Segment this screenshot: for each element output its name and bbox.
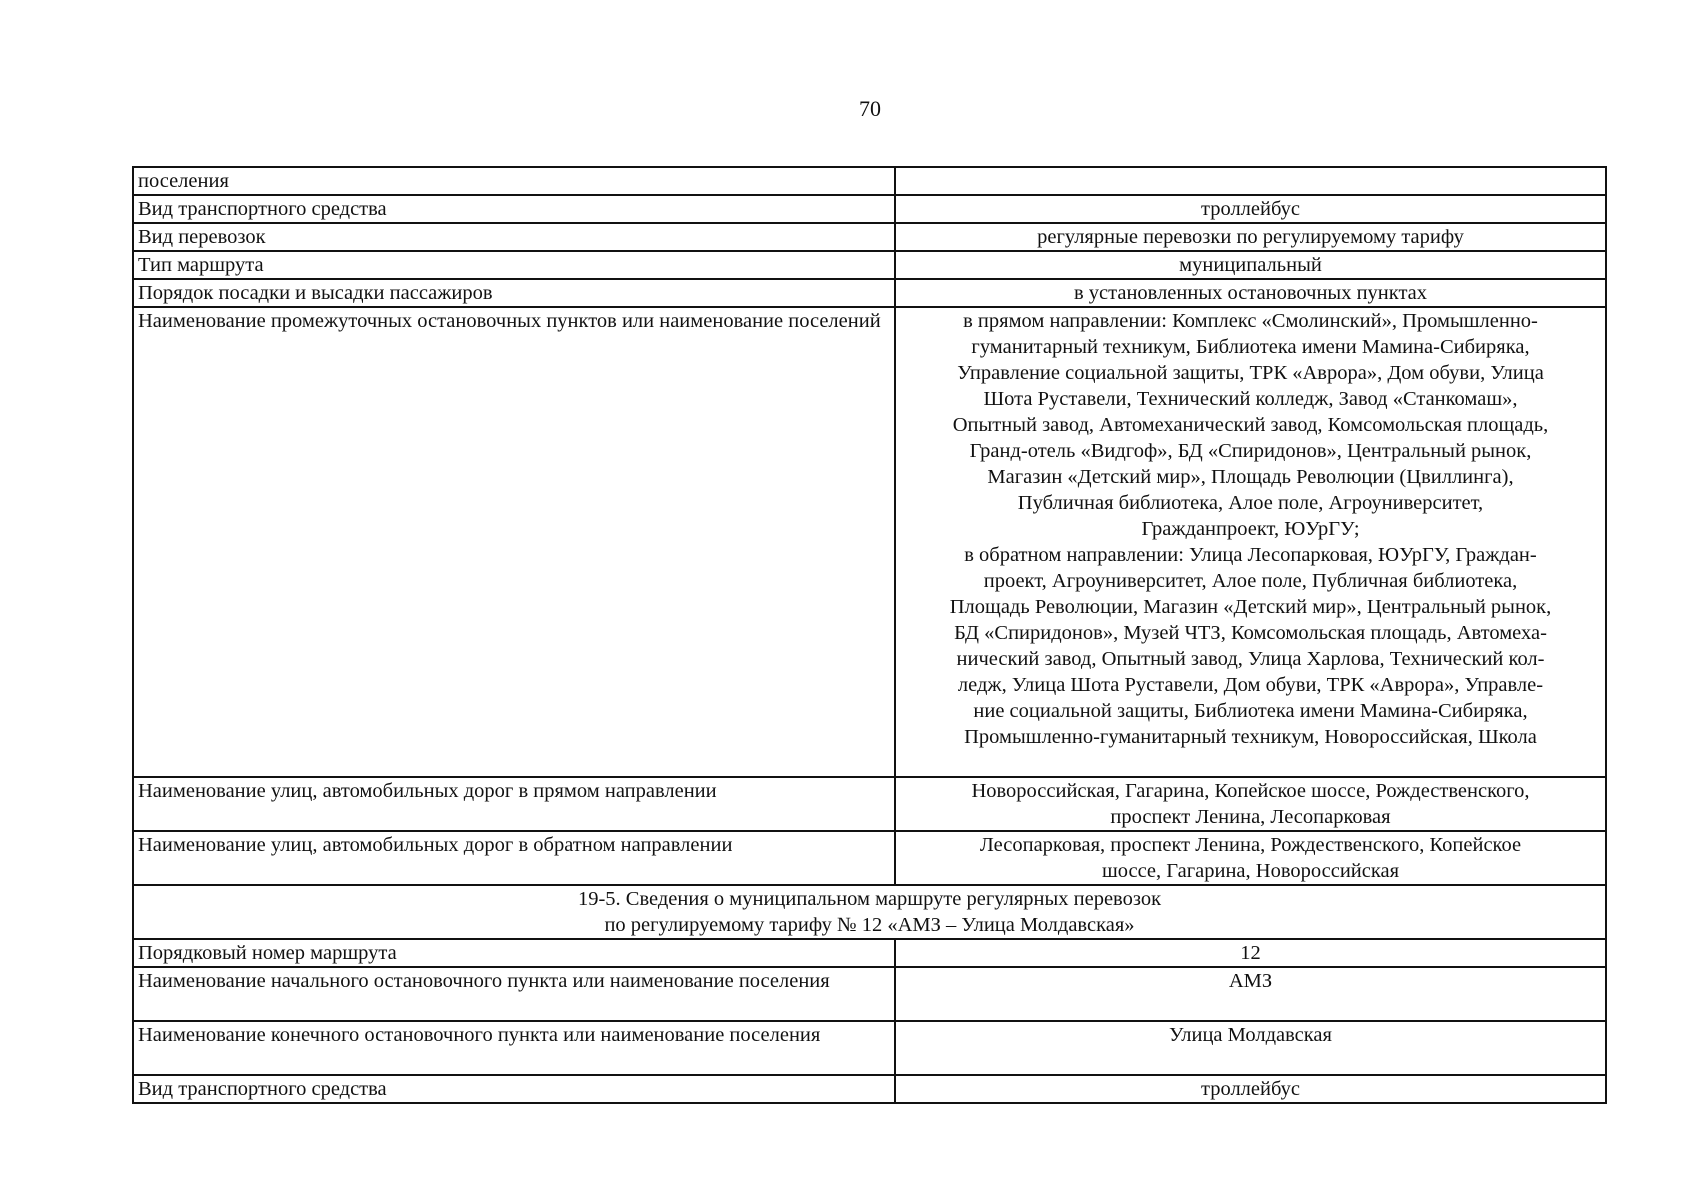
section-heading-line: 19-5. Сведения о муниципальном маршруте регулярных перевозок — [577, 888, 1162, 910]
streets-backward-label: Наименование улиц, автомобильных дорог в обратном направлении — [133, 831, 895, 885]
row-value: Улица Молдавская — [895, 1021, 1606, 1075]
row-value: муниципальный — [895, 251, 1606, 279]
stops-line: БД «Спиридонов», Музей ЧТЗ, Комсомольская площадь, Автомеха- — [954, 622, 1547, 644]
row-value: АМЗ — [895, 967, 1606, 1021]
streets-backward-value — [895, 831, 1606, 885]
streets-line: проспект Ленина, Лесопарковая — [1110, 806, 1391, 828]
stops-line: в обратном направлении: Улица Лесопарковая, ЮУрГУ, Граждан- — [964, 544, 1537, 566]
table-row — [133, 251, 1606, 279]
row-label: Вид транспортного средства — [133, 1075, 895, 1103]
route-table — [132, 166, 1607, 1104]
stops-line: Публичная библиотека, Алое поле, Агроуниверситет, — [1017, 492, 1484, 514]
stops-line: Гражданпроект, ЮУрГУ; — [1141, 518, 1360, 540]
page-number: 70 — [859, 96, 881, 121]
stops-line: Магазин «Детский мир», Площадь Революции (Цвиллинга), — [987, 466, 1514, 488]
stops-line: Площадь Революции, Магазин «Детский мир», Центральный рынок, — [949, 596, 1552, 618]
streets-forward-label: Наименование улиц, автомобильных дорог в прямом направлении — [133, 777, 895, 831]
stops-line: Управление социальной защиты, ТРК «Аврора», Дом обуви, Улица — [957, 362, 1544, 384]
row-value: 12 — [895, 939, 1606, 967]
section-heading — [133, 885, 1606, 939]
stops-line: ледж, Улица Шота Руставели, Дом обуви, ТРК «Аврора», Управле- — [957, 674, 1544, 696]
table-row — [133, 167, 1606, 195]
stops-line: проект, Агроуниверситет, Алое поле, Публичная библиотека, — [983, 570, 1518, 592]
streets-forward-value — [895, 777, 1606, 831]
streets-line: Лесопарковая, проспект Ленина, Рождественского, Копейское — [979, 834, 1522, 856]
stops-line: Промышленно-гуманитарный техникум, Новороссийская, Школа — [964, 726, 1537, 748]
streets-line: Новороссийская, Гагарина, Копейское шоссе, Рождественского, — [971, 780, 1530, 802]
row-label: поселения — [133, 167, 895, 195]
table-row — [133, 1021, 1606, 1075]
table-row — [133, 967, 1606, 1021]
row-value: троллейбус — [895, 1075, 1606, 1103]
stops-line: Опытный завод, Автомеханический завод, Комсомольская площадь, — [952, 414, 1549, 436]
stops-line: в прямом направлении: Комплекс «Смолинский», Промышленно- — [963, 310, 1538, 332]
section-heading-row — [133, 885, 1606, 939]
row-value: в установленных остановочных пунктах — [895, 279, 1606, 307]
intermediate-stops-label: Наименование промежуточных остановочных пунктов или наименование поселений — [133, 307, 895, 777]
stops-line: гуманитарный техникум, Библиотека имени Мамина-Сибиряка, — [971, 336, 1530, 358]
row-label: Вид транспортного средства — [133, 195, 895, 223]
table-row — [133, 939, 1606, 967]
streets-forward-row — [133, 777, 1606, 831]
table-row — [133, 1075, 1606, 1103]
table-row — [133, 279, 1606, 307]
stops-line: нический завод, Опытный завод, Улица Харлова, Технический кол- — [956, 648, 1545, 670]
section-heading-line: по регулируемому тарифу № 12 «АМЗ – Улица Молдавская» — [604, 914, 1135, 936]
streets-backward-row — [133, 831, 1606, 885]
row-value: троллейбус — [895, 195, 1606, 223]
row-value — [895, 167, 1606, 195]
intermediate-stops-value — [895, 307, 1606, 777]
stops-line: ние социальной защиты, Библиотека имени Мамина-Сибиряка, — [973, 700, 1528, 722]
stops-line: Гранд-отель «Видгоф», БД «Спиридонов», Центральный рынок, — [969, 440, 1532, 462]
row-label: Порядковый номер маршрута — [133, 939, 895, 967]
table-row — [133, 223, 1606, 251]
row-label: Наименование начального остановочного пункта или наименование поселения — [133, 967, 895, 1021]
row-label: Тип маршрута — [133, 251, 895, 279]
row-label: Вид перевозок — [133, 223, 895, 251]
row-label: Порядок посадки и высадки пассажиров — [133, 279, 895, 307]
row-label: Наименование конечного остановочного пункта или наименование поселения — [133, 1021, 895, 1075]
intermediate-stops-row — [133, 307, 1606, 777]
row-value: регулярные перевозки по регулируемому тарифу — [895, 223, 1606, 251]
table-row — [133, 195, 1606, 223]
streets-line: шоссе, Гагарина, Новороссийская — [1101, 860, 1400, 882]
stops-line: Шота Руставели, Технический колледж, Завод «Станкомаш», — [983, 388, 1518, 410]
